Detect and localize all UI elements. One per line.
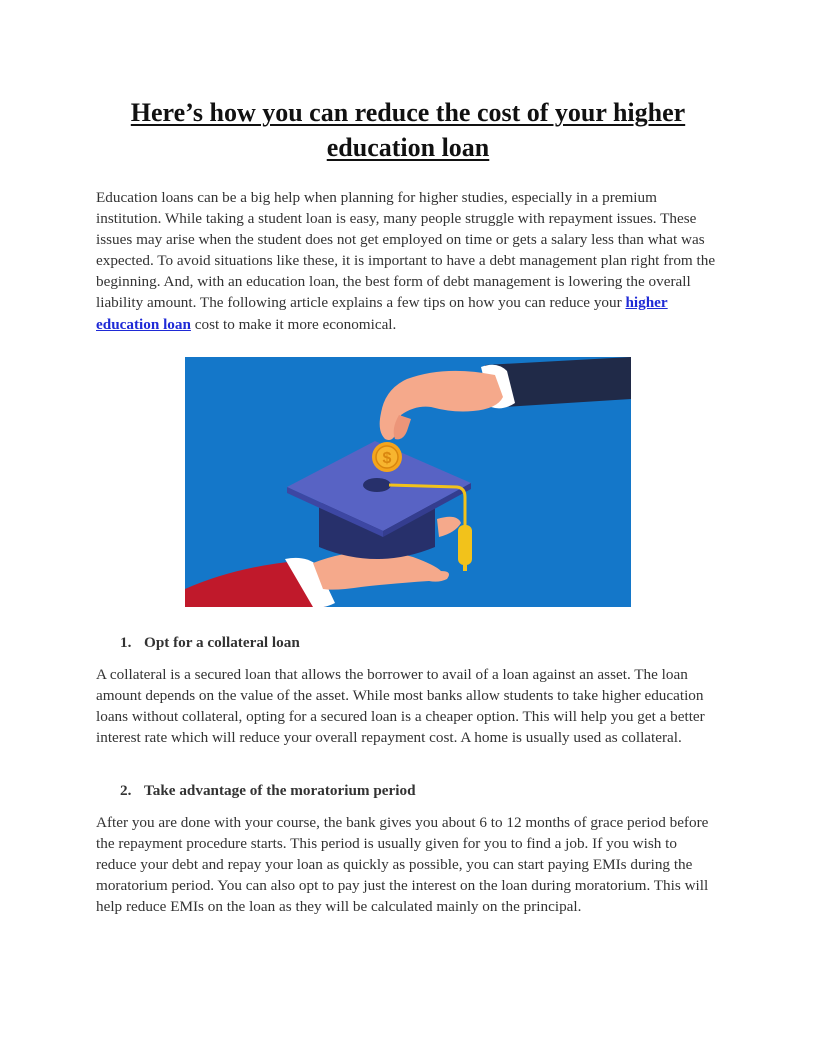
svg-text:$: $ [382,450,392,467]
section-2-body: After you are done with your course, the bank gives you about 6 to 12 months of grace period before the repayment procedure starts. This period is usually given for you to find a job. If you wish to reduce your debt and repay your loan as quickly as possible, you can start paying EMIs during the moratorium period. You can also opt to pay just the interest on the loan during moratorium. This will help reduce EMIs on the loan as they will be calculated mainly on the principal. [96,814,709,916]
intro-text-after: cost to make it more economical. [190,315,397,333]
page-title: Here’s how you can reduce the cost of your higher education loan [130,98,686,162]
section-2-title: Take advantage of the moratorium period [144,782,416,799]
intro-text-before: Education loans can be a big help when planning for higher studies, especially in a premium institution. While taking a student loan is easy, many people struggle with repayment issues. These issues may arise when the student does not get employed on time or gets a salary less than what was expected. To avoid situations like these, it is important to have a debt management plan right from the beginning. And, with an education loan, the best form of debt management is lowering the overall liability amount. The following article explains a few tips on how you can reduce your [96,189,716,312]
section-2-number: 2. [120,782,132,799]
higher-education-loan-link[interactable]: higher education loan [96,294,668,333]
intro-paragraph [96,187,720,335]
graduation-cap-coin-icon [185,357,631,607]
education-loan-illustration [185,357,631,607]
section-1-heading [120,632,300,653]
section-1-number: 1. [120,634,132,651]
section-1-title: Opt for a collateral loan [144,634,300,651]
section-1-body: A collateral is a secured loan that allows the borrower to avail of a loan against an asset. The loan amount depends on the value of the asset. While most banks allow students to take higher education loans without collateral, opting for a secured loan is a cheaper option. This will help you get a better interest rate which will reduce your overall repayment cost. A home is usually used as collateral. [96,666,705,747]
section-2-heading [120,780,416,801]
